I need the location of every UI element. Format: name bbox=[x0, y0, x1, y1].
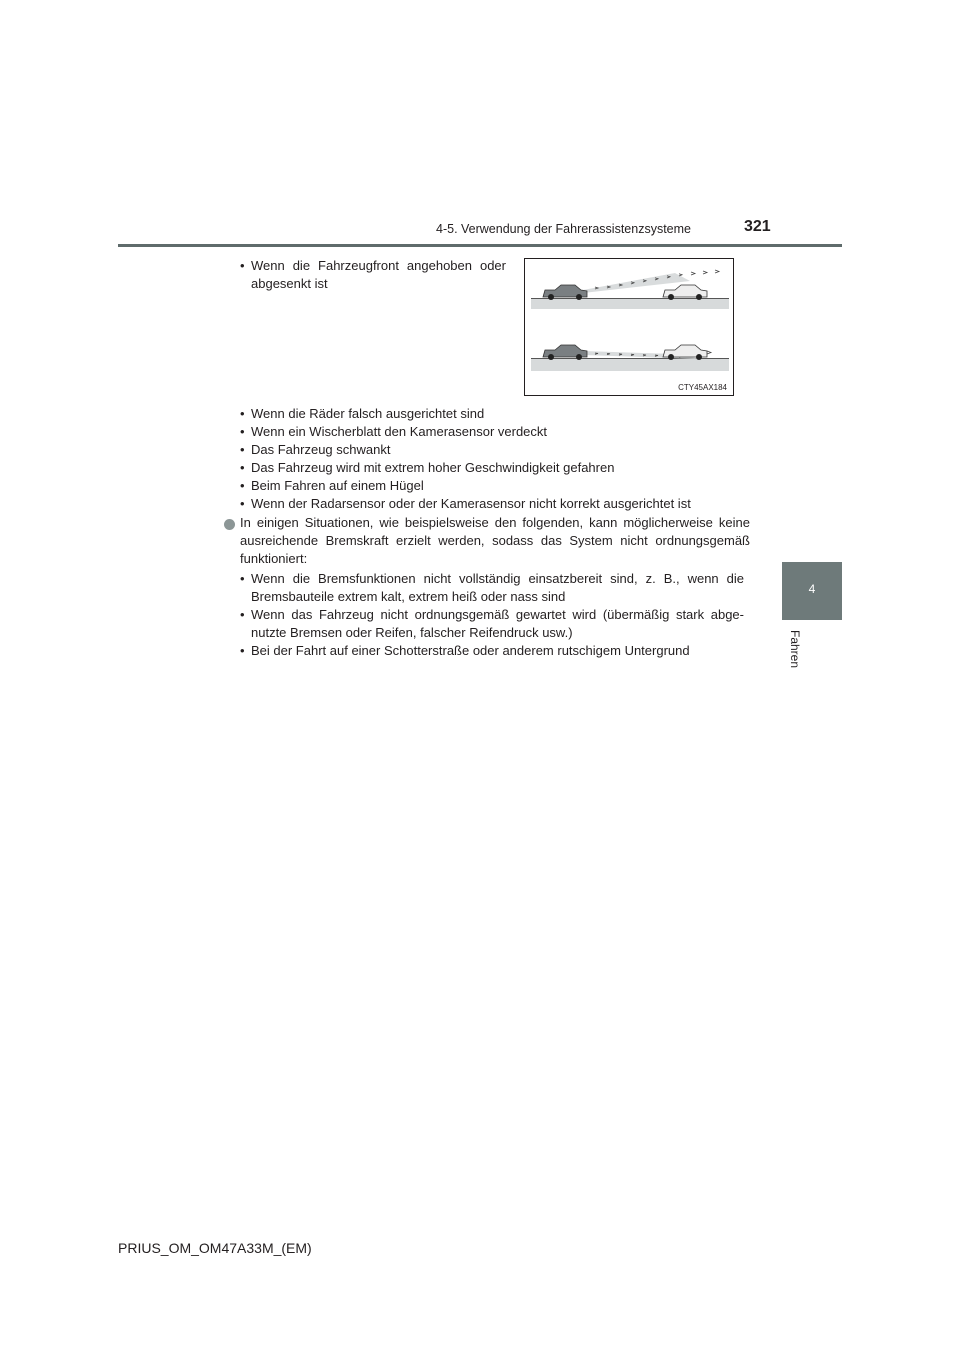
list-item bbox=[240, 495, 746, 513]
list-item-text: Wenn die Bremsfunktionen nicht vollständig einsatzbereit sind, z. B., wenn die bbox=[251, 571, 744, 586]
list-item bbox=[240, 423, 746, 441]
header-divider bbox=[118, 244, 842, 247]
list-item-text: Das Fahrzeug schwankt bbox=[251, 442, 391, 457]
bullet-mark: • bbox=[240, 258, 245, 273]
list-item bbox=[240, 257, 506, 293]
list-item-text: Wenn ein Wischerblatt den Kamerasensor verdeckt bbox=[251, 424, 548, 439]
list-item-text: nutzte Bremsen oder Reifen, falscher Reifendruck usw.) bbox=[251, 625, 573, 640]
illustration-vehicle-pitch bbox=[524, 258, 734, 396]
list-item-text: Das Fahrzeug wird mit extrem hoher Geschwindigkeit gefahren bbox=[251, 460, 615, 475]
list-item-text: Wenn der Radarsensor oder der Kamerasensor nicht korrekt ausgerichtet ist bbox=[251, 496, 691, 511]
list-item-text: Bremsbauteile extrem kalt, extrem heiß oder nass sind bbox=[251, 589, 566, 604]
bullet-mark: • bbox=[240, 607, 245, 622]
chapter-number: 4 bbox=[808, 582, 816, 596]
page-number: 321 bbox=[744, 218, 771, 235]
car-icon bbox=[543, 345, 587, 360]
bullet-mark: • bbox=[240, 643, 245, 658]
bullet-mark: • bbox=[240, 571, 245, 586]
figure-code: CTY45AX184 bbox=[678, 383, 727, 392]
list-item bbox=[240, 642, 744, 660]
list-item-text: Wenn die Fahrzeugfront angehoben oder bbox=[251, 258, 506, 273]
note-line: funktioniert: bbox=[240, 551, 308, 566]
note-bullet-icon bbox=[224, 519, 235, 530]
note-line: In einigen Situationen, wie beispielsweise den folgenden, kann möglicherweise keine bbox=[240, 515, 750, 530]
list-item bbox=[240, 570, 744, 606]
bullet-mark: • bbox=[240, 496, 245, 511]
document-code: PRIUS_OM_OM47A33M_(EM) bbox=[118, 1240, 312, 1256]
list-item-text: Bei der Fahrt auf einer Schotterstraße oder anderem rutschigem Untergrund bbox=[251, 643, 690, 658]
bullet-mark: • bbox=[240, 460, 245, 475]
list-item-text: Wenn das Fahrzeug nicht ordnungsgemäß gewartet wird (übermäßig stark abge- bbox=[251, 607, 744, 622]
list-item-text: abgesenkt ist bbox=[251, 276, 328, 291]
chapter-label: Fahren bbox=[788, 630, 802, 669]
car-icon bbox=[543, 285, 587, 300]
list-item bbox=[240, 606, 744, 642]
list-item bbox=[240, 477, 746, 495]
list-item-text: Beim Fahren auf einem Hügel bbox=[251, 478, 424, 493]
list-item bbox=[240, 441, 746, 459]
note-line: ausreichende Bremskraft erzielt werden, sodass das System nicht ordnungsgemäß bbox=[240, 533, 750, 548]
bullet-mark: • bbox=[240, 406, 245, 421]
list-item bbox=[240, 405, 746, 423]
note-paragraph bbox=[240, 514, 750, 568]
section-title: 4-5. Verwendung der Fahrerassistenzsysteme bbox=[436, 222, 691, 236]
chapter-tab[interactable] bbox=[782, 562, 842, 620]
vehicle-illustration bbox=[525, 259, 733, 395]
bullet-mark: • bbox=[240, 478, 245, 493]
list-item bbox=[240, 459, 746, 477]
bullet-mark: • bbox=[240, 442, 245, 457]
bullet-mark: • bbox=[240, 424, 245, 439]
list-item-text: Wenn die Räder falsch ausgerichtet sind bbox=[251, 406, 485, 421]
car-icon bbox=[663, 285, 707, 300]
